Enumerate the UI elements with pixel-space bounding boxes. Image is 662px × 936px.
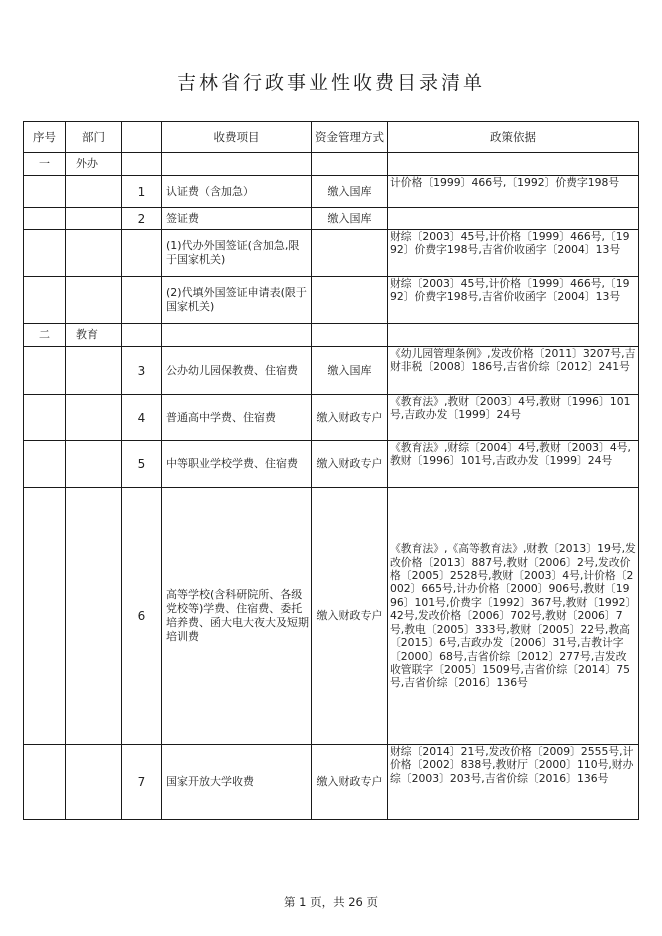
fee-catalog-table: [23, 121, 639, 820]
cell-seq: 二: [24, 324, 66, 347]
cell-dept: 外办: [66, 153, 122, 176]
cell-num: 3: [122, 347, 162, 395]
cell-fund: 缴入国库: [312, 347, 388, 395]
cell-num: 6: [122, 488, 162, 745]
cell-seq: [24, 176, 66, 208]
cell-basis: 财综〔2003〕45号,计价格〔1999〕466号,〔1992〕价费字198号,吉省价收函字〔2004〕13号: [388, 230, 639, 277]
header-fund: 资金管理方式: [312, 122, 388, 153]
header-dept: 部门: [66, 122, 122, 153]
cell-dept: 教育: [66, 324, 122, 347]
cell-dept: [66, 441, 122, 488]
cell-seq: [24, 441, 66, 488]
cell-fund: 缴入财政专户: [312, 441, 388, 488]
table-row: [24, 230, 639, 277]
cell-fund: [312, 277, 388, 324]
cell-basis: 《教育法》,《高等教育法》,财教〔2013〕19号,发改价格〔2013〕887号,教财〔2006〕2号,发改价格〔2005〕2528号,教财〔2003〕4号,计价格〔2002〕665号,计办价格〔2000〕906号,教财〔1996〕101号,价费字〔1992〕367号,教财〔1992〕42号,发改价格〔2006〕702号,教财〔2006〕7号,教电〔2005〕333号,教财〔2005〕22号,教高〔2015〕6号,吉政办发〔2006〕31号,吉教计字〔2000〕68号,吉省价综〔2012〕277号,吉发改收管联字〔2005〕1509号,吉省价综〔2014〕75号,吉省价综〔2016〕136号: [388, 488, 639, 745]
cell-item: 签证费: [162, 208, 312, 230]
cell-fund: 缴入国库: [312, 208, 388, 230]
table-row: [24, 745, 639, 820]
cell-dept: [66, 230, 122, 277]
cell-fund: [312, 153, 388, 176]
cell-dept: [66, 347, 122, 395]
cell-seq: [24, 347, 66, 395]
cell-fund: [312, 230, 388, 277]
cell-num: [122, 324, 162, 347]
cell-dept: [66, 208, 122, 230]
cell-fund: 缴入国库: [312, 176, 388, 208]
cell-dept: [66, 277, 122, 324]
cell-item: 高等学校(含科研院所、各级党校等)学费、住宿费、委托培养费、函大电大夜大及短期培训费: [162, 488, 312, 745]
cell-basis: 财综〔2014〕21号,发改价格〔2009〕2555号,计价格〔2002〕838号,教财厅〔2000〕110号,财办综〔2003〕203号,吉省价综〔2016〕136号: [388, 745, 639, 820]
cell-item: (2)代填外国签证申请表(限于国家机关): [162, 277, 312, 324]
cell-seq: [24, 745, 66, 820]
cell-seq: [24, 230, 66, 277]
cell-basis: 计价格〔1999〕466号,〔1992〕价费字198号: [388, 176, 639, 208]
page-footer: 第 1 页，共 26 页: [283, 895, 379, 909]
cell-item: 认证费（含加急）: [162, 176, 312, 208]
cell-fund: 缴入财政专户: [312, 745, 388, 820]
table-row: [24, 347, 639, 395]
header-item: 收费项目: [162, 122, 312, 153]
cell-num: [122, 153, 162, 176]
cell-basis: [388, 324, 639, 347]
cell-num: [122, 277, 162, 324]
table-row: [24, 488, 639, 745]
cell-num: [122, 230, 162, 277]
cell-basis: 《教育法》,教财〔2003〕4号,教财〔1996〕101号,吉政办发〔1999〕24号: [388, 395, 639, 441]
cell-basis: 财综〔2003〕45号,计价格〔1999〕466号,〔1992〕价费字198号,吉省价收函字〔2004〕13号: [388, 277, 639, 324]
cell-num: 1: [122, 176, 162, 208]
header-basis: 政策依据: [388, 122, 639, 153]
cell-item: 中等职业学校学费、住宿费: [162, 441, 312, 488]
cell-seq: [24, 395, 66, 441]
table-row: [24, 208, 639, 230]
cell-basis: 《教育法》,财综〔2004〕4号,教财〔2003〕4号,教财〔1996〕101号,吉政办发〔1999〕24号: [388, 441, 639, 488]
table-row: [24, 277, 639, 324]
cell-num: 7: [122, 745, 162, 820]
cell-fund: 缴入财政专户: [312, 488, 388, 745]
header-num: [122, 122, 162, 153]
cell-item: 国家开放大学收费: [162, 745, 312, 820]
cell-item: (1)代办外国签证(含加急,限于国家机关): [162, 230, 312, 277]
cell-item: [162, 324, 312, 347]
cell-num: 5: [122, 441, 162, 488]
cell-dept: [66, 488, 122, 745]
cell-dept: [66, 176, 122, 208]
cell-seq: [24, 277, 66, 324]
cell-basis: 《幼儿园管理条例》,发改价格〔2011〕3207号,吉财非税〔2008〕186号,吉省价综〔2012〕241号: [388, 347, 639, 395]
cell-num: 2: [122, 208, 162, 230]
cell-seq: 一: [24, 153, 66, 176]
cell-dept: [66, 745, 122, 820]
cell-item: 公办幼儿园保教费、住宿费: [162, 347, 312, 395]
cell-num: 4: [122, 395, 162, 441]
header-seq: 序号: [24, 122, 66, 153]
cell-seq: [24, 488, 66, 745]
cell-item: 普通高中学费、住宿费: [162, 395, 312, 441]
table-row: [24, 153, 639, 176]
cell-item: [162, 153, 312, 176]
table-row: [24, 176, 639, 208]
table-row: [24, 441, 639, 488]
document-title: 吉林省行政事业性收费目录清单: [176, 72, 485, 94]
cell-basis: [388, 153, 639, 176]
cell-fund: [312, 324, 388, 347]
cell-dept: [66, 395, 122, 441]
table-row: [24, 395, 639, 441]
cell-basis: [388, 208, 639, 230]
header-row: [24, 122, 639, 153]
cell-seq: [24, 208, 66, 230]
cell-fund: 缴入财政专户: [312, 395, 388, 441]
table-row: [24, 324, 639, 347]
